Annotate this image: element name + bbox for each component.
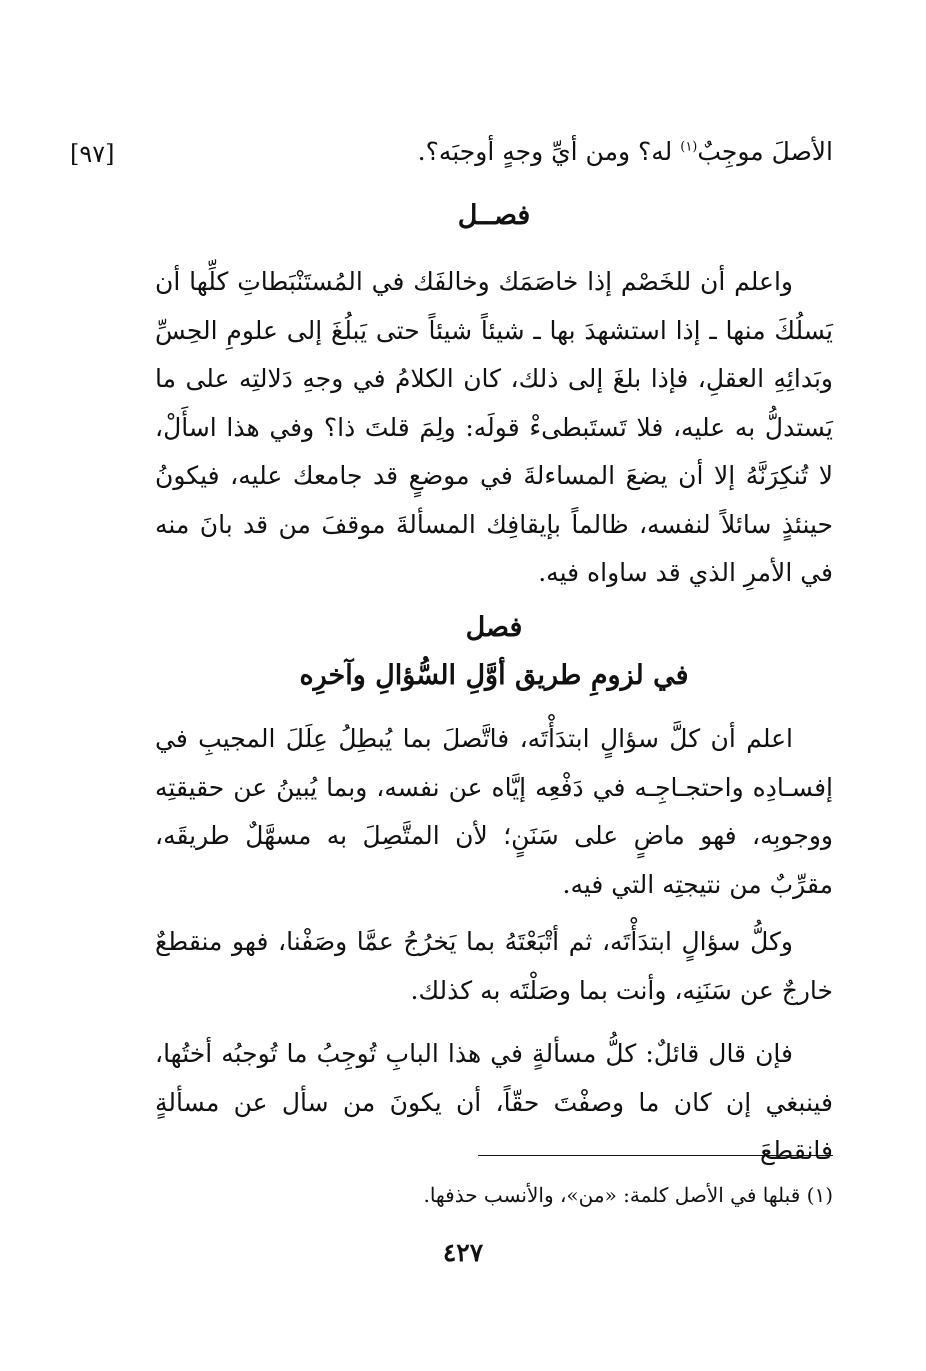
footnote: (١) قبلها في الأصل كلمة: «من»، والأنسب حذفها. [423,1183,833,1207]
section-heading-1: فصــل [457,200,531,231]
section-subheading-2: في لزومِ طريق أوَّلِ السُّؤالِ وآخرِه [299,660,689,691]
section-heading-2: فصل [465,612,523,643]
footnote-divider [478,1155,833,1156]
margin-reference: [٩٧] [70,140,115,168]
section2-paragraph: فإن قال قائلٌ: كلُّ مسألةٍ في هذا البابِ تُوجِبُ ما تُوجبُه أختُها، فينبغي إن كان ما وصفْتَ حقّاً، أن يكونَ من سأل عن مسألةٍ فانقطعَ [155,1039,833,1165]
section2-paragraph: اعلم أن كلَّ سؤالٍ ابتدَأْتَه، فاتَّصلَ بما يُبطِلُ عِلَلَ المجيبِ في إفسـادِه واحتجـاجِـه في دَفْعِه إيَّاه عن نفسه، وبما يُبينُ عن حقيقتِه ووجوبِه، فهو ماضٍ على سَنَنٍ؛ لأن المتَّصِلَ به مسهَّلٌ طريقَه، مقرِّبٌ من نتيجتِه التي فيه. [155,724,833,899]
section2-paragraph: وكلُّ سؤالٍ ابتدَأْتَه، ثم أتْبَعْتَهُ بما يَخرُجُ عمَّا وصَفْنا، فهو منقطعٌ خارجٌ عن سَنَنِه، وأنت بما وصَلْتَه به كذلك. [155,927,833,1005]
section2-paragraph-3-block [155,1030,833,1176]
page-number: ٤٢٧ [442,1238,484,1267]
intro-line [155,128,833,177]
intro-text-after: له؟ ومن أيِّ وجهٍ أوجبَه؟. [417,137,681,166]
intro-text: الأصلَ موجِبٌ [697,137,833,166]
section1-body [155,258,833,598]
section2-paragraph-2-block [155,918,833,1015]
section1-paragraph: واعلم أن للخَصْم إذا خاصَمَك وخالفَك في المُستَنْبَطاتِ كلِّها أن يَسلُكَ منها ـ إذا استشهدَ بها ـ شيئاً شيئاً حتى يَبلُغَ إلى علومِ الحِسِّ وبَدائِهِ العقلِ، فإذا بلغَ إلى ذلك، كان الكلامُ في وجهِ دَلالتِه على ما يَستدلُّ به عليه، فلا تَستَبطىءْ قولَه: ولِمَ قلتَ ذا؟ وفي هذا اسأَلْ، لا تُنكِرَنَّهُ إلا أن يضعَ المساءلةَ في موضعٍ قد جامعك عليه، فيكونُ حينئذٍ سائلاً لنفسه، ظالماً بإيقافِك المسألةَ موقفَ من قد بانَ منه في الأمرِ الذي قد ساواه فيه. [155,267,833,587]
section2-paragraph-1-block [155,715,833,909]
footnote-marker: (١) [680,139,698,155]
